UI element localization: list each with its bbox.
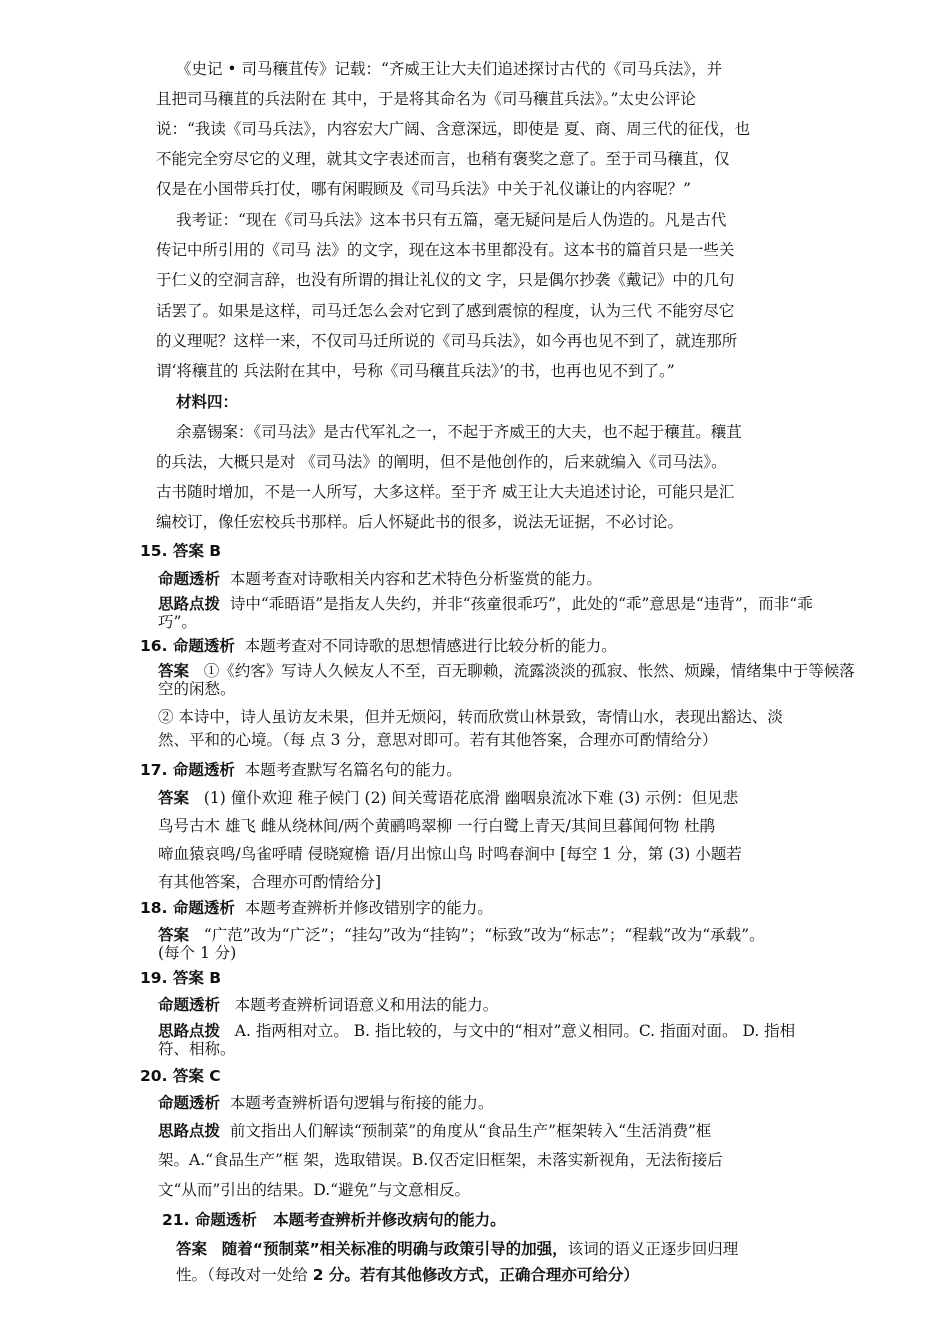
text-line: 且把司马穰苴的兵法附在 其中，于是将其命名为《司马穰苴兵法》。”太史公评论 xyxy=(156,90,696,108)
analysis-text: 本题考查辨析并修改错别字的能力。 xyxy=(244,899,493,917)
question-header: 19. 答案 B xyxy=(140,969,222,987)
hint-text: 诗中“乖晤语”是指友人失约，并非“孩童很乖巧”，此处的“乖”意思是“违背”，而非“乖 xyxy=(229,595,813,613)
text-line: 说：“我读《司马兵法》，内容宏大广阔、含意深远，即使是 夏、商、周三代的征伐，也 xyxy=(156,120,751,138)
answer-line: 啼血猿哀鸣/鸟雀呼晴 侵晓窥檐 语/月出惊山鸟 时鸣春涧中 [每空 1 分，第 (3) 小题若 xyxy=(158,845,742,863)
hint-line: 巧”。 xyxy=(158,613,197,631)
analysis-text: 本题考查辨析词语意义和用法的能力。 xyxy=(234,996,499,1014)
analysis-text: 本题考查对诗歌相关内容和艺术特色分析鉴赏的能力。 xyxy=(229,570,602,588)
hint-label: 思路点拨 xyxy=(158,595,221,613)
text-line: 于仁义的空洞言辞，也没有所谓的揖让礼仪的文 字，只是偶尔抄袭《戴记》中的几句 xyxy=(156,271,735,289)
hint-line xyxy=(158,1024,795,1040)
analysis-text: 本题考查对不同诗歌的思想情感进行比较分析的能力。 xyxy=(244,637,617,655)
answer-line: ② 本诗中，诗人虽访友未果，但并无烦闷，转而欣赏山林景致，寄情山水，表现出豁达、淡 xyxy=(158,708,783,726)
question-header-line xyxy=(140,763,462,779)
question-header: 21. 命题透析 xyxy=(162,1211,257,1229)
answer-line xyxy=(158,664,855,680)
text-line: 不能完全穷尽它的义理，就其文字表述而言，也稍有褒奖之意了。至于司马穰苴，仅 xyxy=(156,150,730,168)
hint-label: 思路点拨 xyxy=(158,1022,221,1040)
text-line: 话罢了。如果是这样，司马迁怎么会对它到了感到震惊的程度，认为三代 不能穷尽它 xyxy=(156,302,735,320)
answer-text: “广范”改为“广泛”；“挂勾”改为“挂钩”；“标致”改为“标志”；“程载”改为“承载”。 xyxy=(203,926,765,944)
answer-line xyxy=(176,1268,639,1284)
question-header: 18. 命题透析 xyxy=(140,899,235,917)
question-header: 20. 答案 C xyxy=(140,1067,221,1085)
text-line: 《史记 • 司马穰苴传》记载：“齐威王让大夫们追述探讨古代的《司马兵法》，并 xyxy=(176,60,723,78)
answer-label: 答案 xyxy=(158,926,190,944)
analysis-text: 本题考查辨析并修改病句的能力。 xyxy=(273,1211,506,1229)
analysis-label: 命题透析 xyxy=(158,1094,221,1112)
hint-text: 前文指出人们解读“预制菜”的角度从“食品生产”框架转入“生活消费”框 xyxy=(229,1122,712,1140)
answer-label: 答案 xyxy=(158,662,190,680)
answer-line: 然、平和的心境。（每 点 3 分，意思对即可。若有其他答案，合理亦可酌情给分） xyxy=(158,731,718,749)
answer-bold-text: 随着“预制菜”相关标准的明确与政策引导的加强， xyxy=(221,1240,568,1258)
material-4-heading: 材料四： xyxy=(176,393,239,411)
analysis-line xyxy=(158,998,498,1014)
text-line: 的兵法，大概只是对 《司马法》的阐明，但不是他创作的，后来就编入《司马法》。 xyxy=(156,453,727,471)
analysis-label: 命题透析 xyxy=(158,570,221,588)
answer-text: ①《约客》写诗人久候友人不至，百无聊赖，流露淡淡的孤寂、怅然、烦躁，情绪集中于等候落 xyxy=(203,662,855,680)
text-line: 仅是在小国带兵打仗，哪有闲暇顾及《司马兵法》中关于礼仪谦让的内容呢？” xyxy=(156,180,691,198)
analysis-text: 本题考查辨析语句逻辑与衔接的能力。 xyxy=(229,1094,494,1112)
answer-line xyxy=(158,928,765,944)
answer-text: 该词的语义正逐步回归理 xyxy=(567,1240,739,1258)
text-line: 传记中所引用的《司马 法》的文字，现在这本书里都没有。这本书的篇首只是一些关 xyxy=(156,241,735,259)
text-line: 古书随时增加，不是一人所写，大多这样。至于齐 威王让大夫追述讨论，可能只是汇 xyxy=(156,483,735,501)
question-header: 16. 命题透析 xyxy=(140,637,235,655)
question-header: 15. 答案 B xyxy=(140,542,222,560)
hint-line: 文“从而”引出的结果。D.“避免”与文意相反。 xyxy=(158,1181,470,1199)
analysis-line xyxy=(158,1096,493,1112)
text-line: 余嘉锡案：《司马法》是古代军礼之一，不起于齐威王的大夫，也不起于穰苴。穰苴 xyxy=(176,423,742,441)
answer-line: 有其他答案，合理亦可酌情给分] xyxy=(158,873,382,891)
analysis-label: 命题透析 xyxy=(158,996,221,1014)
text-line: 编校订，像任宏校兵书那样。后人怀疑此书的很多，说法无证据，不必讨论。 xyxy=(156,513,684,531)
question-header: 17. 命题透析 xyxy=(140,761,235,779)
answer-text: (1) 僮仆欢迎 稚子候门 (2) 间关莺语花底滑 幽咽泉流冰下难 (3) 示例：但见悲 xyxy=(203,789,739,807)
question-header-line xyxy=(140,639,617,655)
answer-line xyxy=(158,791,738,807)
hint-line xyxy=(158,597,813,613)
answer-label: 答案 xyxy=(176,1240,208,1258)
analysis-line xyxy=(158,572,602,588)
answer-line: 空的闲愁。 xyxy=(158,680,236,698)
answer-line: 鸟号古木 雄飞 雌从绕林间/两个黄鹂鸣翠柳 一行白鹭上青天/其间旦暮闻何物 杜鹃 xyxy=(158,817,716,835)
answer-label: 答案 xyxy=(158,789,190,807)
text-line: 我考证：“现在《司马兵法》这本书只有五篇，毫无疑问是后人伪造的。凡是古代 xyxy=(176,211,727,229)
scoring-note-start: 性。（每改对一处给 xyxy=(176,1266,313,1284)
hint-line: 符、相称。 xyxy=(158,1040,236,1058)
text-line: 谓‘将穰苴的 兵法附在其中，号称《司马穰苴兵法》’的书，也再也见不到了。” xyxy=(156,362,675,380)
scoring-note-bold: 2 分。若有其他修改方式，正确合理亦可给分） xyxy=(312,1266,639,1284)
question-header-line xyxy=(140,901,493,917)
hint-label: 思路点拨 xyxy=(158,1122,221,1140)
answer-line xyxy=(176,1242,738,1258)
hint-line: 架。A.“食品生产”框 架，选取错误。B.仅否定旧框架，未落实新视角，无法衔接后 xyxy=(158,1151,723,1169)
hint-line xyxy=(158,1124,711,1140)
answer-line: (每个 1 分) xyxy=(158,944,237,962)
text-line: 的义理呢？这样一来，不仅司马迁所说的《司马兵法》，如今再也见不到了，就连那所 xyxy=(156,332,738,350)
analysis-text: 本题考查默写名篇名句的能力。 xyxy=(244,761,462,779)
hint-text: A. 指两相对立。 B. 指比较的，与文中的“相对”意义相同。C. 指面对面。 D. 指相 xyxy=(234,1022,796,1040)
question-header-line xyxy=(162,1213,506,1229)
